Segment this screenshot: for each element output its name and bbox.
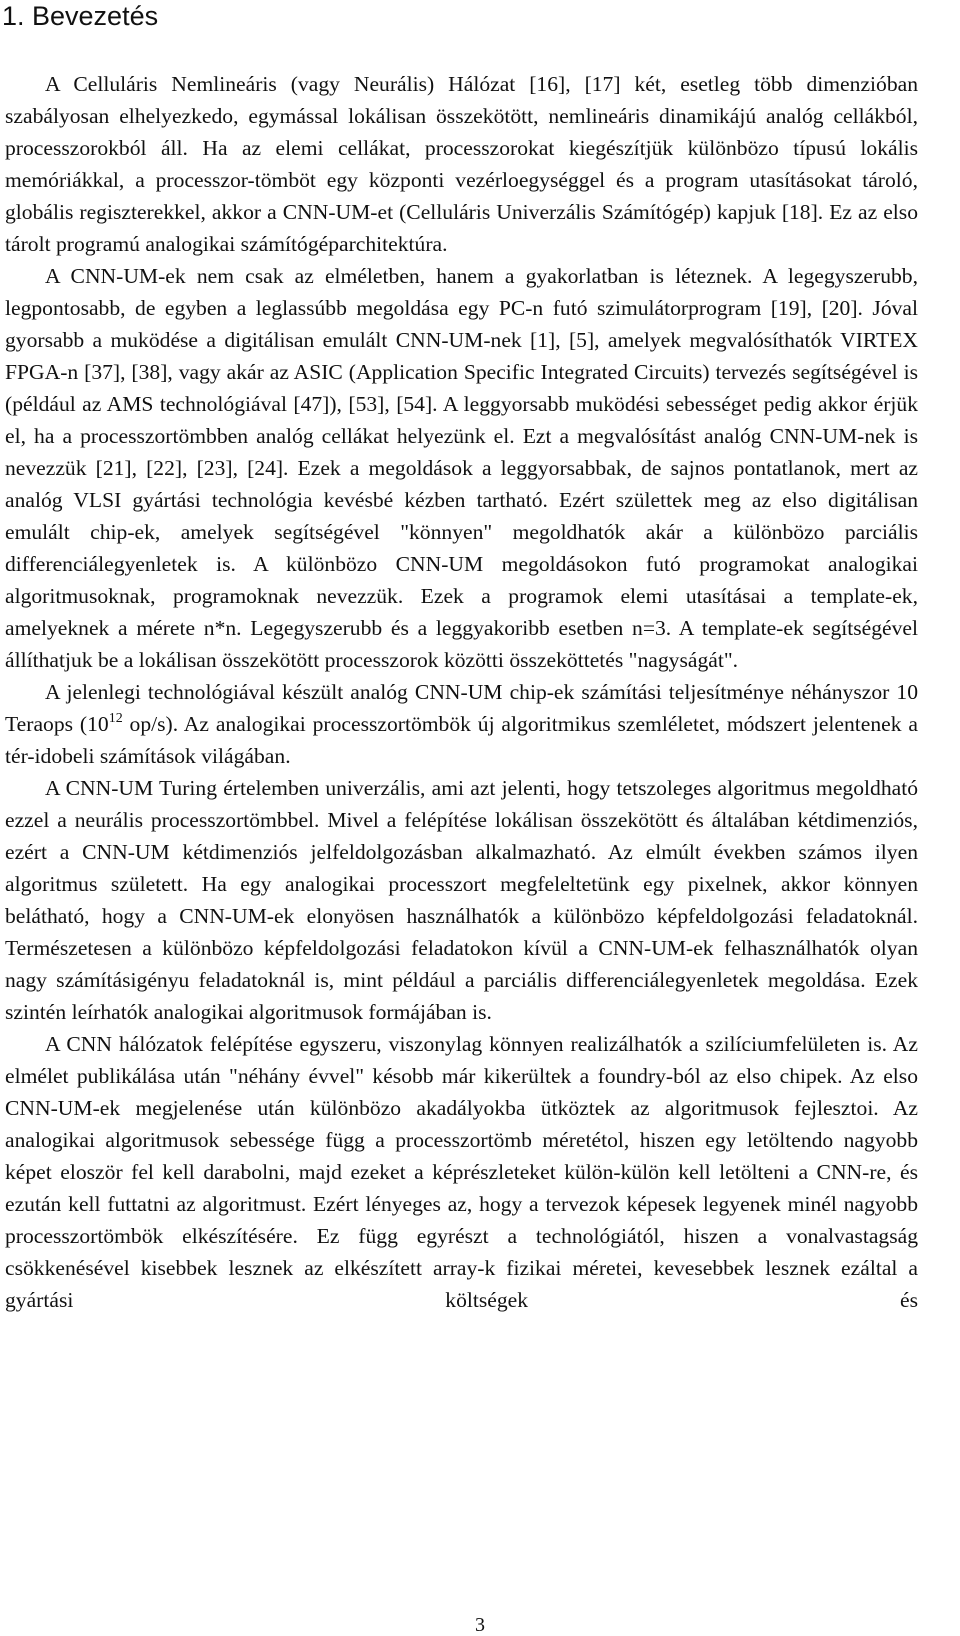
paragraph-implementations: A CNN-UM-ek nem csak az elméletben, hanem a gyakorlatban is léteznek. A legegyszerubb, legpontosabb, de egyben a leglassúbb megoldása egy PC-n futó szimulátorprogram [19], [20]. Jóval gyorsabb a muködése a digitálisan emulált CNN-UM-nek [1], [5], amelyek megvalósíthatók VIRTEX FPGA-n [37], [38], vagy akár az ASIC (Application Specific Integrated Circuits) tervezés segítségével is (például az AMS technológiával [47]), [53], [54]. A leggyorsabb muködési sebességet pedig akkor érjük el, ha a processzortömbben analóg cellákat helyezünk el. Ezt a megvalósítást analóg CNN-UM-nek is nevezzük [21], [22], [23], [24]. Ezek a megoldások a leggyorsabbak, de sajnos pontatlanok, mert az analóg VLSI gyártási technológia kevésbé kézben tartható. Ezért születtek meg az elso digitálisan emulált chip-ek, amelyek segítségével "könnyen" megoldhatók akár a különbözo parciális differenciálegyenletek is. A különbözo CNN-UM megoldásokon futó programokat analogikai algoritmusoknak, programoknak nevezzük. Ezek a programok elemi utasításai a template-ek, amelyeknek a mérete n*n. Legegyszerubb és a leggyakoribb esetben n=3. A template-ek segítségével állíthatjuk be a lokálisan összekötött processzorok közötti összeköttetés "nagyságát". (5, 264, 918, 672)
paragraph-intro: A Celluláris Nemlineáris (vagy Neurális) Hálózat [16], [17] két, esetleg több dimenzióban szabályosan elhelyezkedo, egymással lokálisan összekötött, nemlineáris dinamikájú analóg cellákból, processzorokból áll. Ha az elemi cellákat, processzorokat kiegészítjük különbözo típusú lokális memóriákkal, a processzor-tömböt egy központi vezérloegységgel és a program utasításokat tároló, globális regiszterekkel, akkor a CNN-UM-et (Celluláris Univerzális Számítógép) kapjuk [18]. Ez az elso tárolt programú analogikai számítógéparchitektúra. (5, 72, 918, 256)
performance-text-before: A jelenlegi technológiával készült analóg CNN-UM chip-ek számítási teljesítménye néhányszor 10 Teraops (10 (5, 680, 918, 736)
performance-text-after: op/s). Az analogikai processzortömbök új algoritmikus szemléletet, módszert jelentenek a tér-idobeli számítások világában. (5, 712, 918, 768)
section-heading: 1. Bevezetés (2, 1, 159, 31)
body-text (5, 68, 918, 1316)
paragraph-structure: A CNN hálózatok felépítése egyszeru, viszonylag könnyen realizálhatók a szilíciumfelületen is. Az elmélet publikálása után "néhány évvel" késobb már kikerültek a foundry-ból az elso chipek. Az elso CNN-UM-ek megjelenése után különbözo akadályokba ütköztek az algoritmusok fejlesztoi. Az analogikai algoritmusok sebessége függ a processzortömb méretétol, hiszen egy letöltendo nagyobb képet eloször fel kell darabolni, majd ezeket a képrészleteket külön-külön kell letölteni a CNN-re, és ezután kell futtatni az algoritmust. Ezért lényeges az, hogy a tervezok képesek legyenek minél nagyobb processzortömbök elkészítésére. Ez függ egyrészt a technológiától, hiszen a vonalvastagság csökkenésével kisebbek lesznek az elkészített array-k fizikai méretei, kevesebbek lesznek ezáltal a gyártási költségek és (5, 1032, 918, 1312)
exponent: 12 (108, 711, 123, 726)
paragraph-turing: A CNN-UM Turing értelemben univerzális, ami azt jelenti, hogy tetszoleges algoritmus megoldható ezzel a neurális processzortömbbel. Mivel a felépítése lokálisan összekötött és általában kétdimenziós, ezért a CNN-UM kétdimenziós jelfeldolgozásban alkalmazható. Az elmúlt években számos ilyen algoritmus született. Ha egy analogikai processzort megfeleltetünk egy pixelnek, akkor könnyen belátható, hogy a CNN-UM-ek elonyösen használhatók a különbözo képfeldolgozási feladatoknál. Természetesen a különbözo képfeldolgozási feladatokon kívül a CNN-UM-ek felhasználhatók olyan nagy számításigényu feladatoknál is, mint például a parciális differenciálegyenletek megoldása. Ezek szintén leírhatók analogikai algoritmusok formájában is. (5, 776, 918, 1024)
paragraph-performance (5, 676, 918, 772)
page-number: 3 (475, 1614, 485, 1636)
